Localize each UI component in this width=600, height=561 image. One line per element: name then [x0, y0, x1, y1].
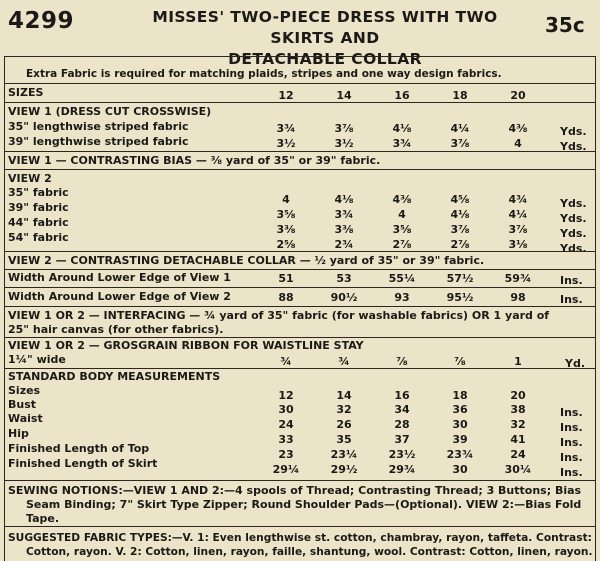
- view2-row-value: 3⅞: [508, 223, 528, 236]
- view2-row-value: 4: [282, 193, 290, 206]
- divider: [4, 269, 596, 270]
- view1-heading: VIEW 1 (DRESS CUT CROSSWISE): [8, 105, 212, 118]
- view2-row-value: 4⅛: [450, 208, 470, 221]
- width-value: 57½: [446, 272, 474, 285]
- sewing-notions-line-2: Seam Binding; 7" Skirt Type Zipper; Round Shoulder Pads—(Optional). VIEW 2:—Bias Fold: [26, 498, 582, 511]
- body-row-value: 37: [394, 433, 410, 446]
- view1-row-value: 3¾: [276, 122, 296, 135]
- interfacing-line-2: 25" hair canvas (for other fabrics).: [8, 323, 224, 336]
- view2-row-unit: Yds.: [560, 242, 587, 255]
- body-row-value: 26: [336, 418, 352, 431]
- body-measurements-heading: STANDARD BODY MEASUREMENTS: [8, 370, 221, 383]
- view2-row-value: 2⅞: [392, 238, 412, 251]
- body-row-value: 24: [278, 418, 294, 431]
- body-row-value: 14: [336, 389, 352, 402]
- view1-row-unit: Yds.: [560, 140, 587, 153]
- view1-row-value: 3⅞: [334, 122, 354, 135]
- body-row-value: 38: [510, 403, 526, 416]
- view1-row-value: 4¼: [450, 122, 470, 135]
- body-row-value: 35: [336, 433, 352, 446]
- view2-row-label: 39" fabric: [8, 201, 69, 214]
- body-row-value: 23: [278, 448, 294, 461]
- border-right: [595, 56, 596, 561]
- view2-row-value: 4⅝: [450, 193, 470, 206]
- body-row-value: 23¾: [446, 448, 474, 461]
- ribbon-width-label: 1¼" wide: [8, 353, 66, 366]
- ribbon-value: ⅞: [396, 355, 408, 368]
- body-row-value: 20: [510, 389, 526, 402]
- view1-row-value: 4⅛: [392, 122, 412, 135]
- divider: [4, 287, 596, 288]
- view1-row-label: 35" lengthwise striped fabric: [8, 120, 189, 133]
- view2-row-value: 2⅞: [450, 238, 470, 251]
- body-row-value: 39: [452, 433, 468, 446]
- view2-row-value: 2¾: [334, 238, 354, 251]
- view2-heading: VIEW 2: [8, 172, 52, 185]
- title-line-1: MISSES' TWO-PIECE DRESS WITH TWO SKIRTS AND: [152, 8, 498, 47]
- width-unit: Ins.: [560, 274, 583, 287]
- divider: [4, 306, 596, 307]
- body-row-value: 23½: [388, 448, 416, 461]
- body-row-value: 41: [510, 433, 526, 446]
- interfacing-line-1: VIEW 1 OR 2 — INTERFACING — ¾ yard of 35" fabric (for washable fabrics) OR 1 yard of: [8, 309, 550, 322]
- view1-row-value: 3⅞: [450, 137, 470, 150]
- header: [0, 0, 600, 68]
- width-value: 90½: [330, 291, 358, 304]
- width-label: Width Around Lower Edge of View 2: [8, 290, 231, 303]
- pattern-title: [118, 7, 532, 70]
- body-row-value: 30: [452, 418, 468, 431]
- width-value: 88: [278, 291, 294, 304]
- size-20: 20: [510, 89, 526, 102]
- view2-row-label: 44" fabric: [8, 216, 69, 229]
- extra-fabric-note: Extra Fabric is required for matching plaids, stripes and one way design fabrics.: [26, 68, 502, 80]
- ribbon-unit: Yd.: [565, 357, 586, 370]
- view2-row-value: 3⅜: [276, 223, 296, 236]
- divider: [4, 169, 596, 170]
- body-row-value: 32: [510, 418, 526, 431]
- body-row-value: 29¼: [272, 463, 300, 476]
- view2-row-value: 3⅝: [276, 208, 296, 221]
- body-row-value: 28: [394, 418, 410, 431]
- width-unit: Ins.: [560, 293, 583, 306]
- view2-row-unit: Yds.: [560, 212, 587, 225]
- title-line-2: DETACHABLE COLLAR: [228, 50, 422, 68]
- width-label: Width Around Lower Edge of View 1: [8, 271, 231, 284]
- body-row-value: 23¼: [330, 448, 358, 461]
- divider: [4, 526, 596, 527]
- width-value: 98: [510, 291, 526, 304]
- view2-row-unit: Yds.: [560, 227, 587, 240]
- view2-row-value: 3⅛: [508, 238, 528, 251]
- view1-row-value: 3½: [276, 137, 296, 150]
- view2-row-value: 3⅞: [450, 223, 470, 236]
- ribbon-heading: VIEW 1 OR 2 — GROSGRAIN RIBBON FOR WAISTLINE STAY: [8, 339, 364, 352]
- body-row-value: 29¾: [388, 463, 416, 476]
- view1-row-unit: Yds.: [560, 125, 587, 138]
- sizes-label: SIZES: [8, 86, 44, 99]
- divider: [4, 251, 596, 252]
- body-row-value: 30: [452, 463, 468, 476]
- ribbon-value: ⅞: [454, 355, 466, 368]
- view2-row-value: 4¼: [508, 208, 528, 221]
- view1-row-label: 39" lengthwise striped fabric: [8, 135, 189, 148]
- view1-row-value: 4: [514, 137, 522, 150]
- view2-detachable-collar: VIEW 2 — CONTRASTING DETACHABLE COLLAR — ½ yard of 35" or 39" fabric.: [8, 254, 485, 267]
- body-row-label: Bust: [8, 398, 37, 411]
- body-row-value: 33: [278, 433, 294, 446]
- ribbon-value: 1: [514, 355, 522, 368]
- size-14: 14: [336, 89, 352, 102]
- width-value: 51: [278, 272, 294, 285]
- view2-row-value: 4¾: [508, 193, 528, 206]
- view2-row-unit: Yds.: [560, 197, 587, 210]
- body-row-value: 16: [394, 389, 410, 402]
- body-row-label: Finished Length of Skirt: [8, 457, 158, 470]
- divider: [4, 368, 596, 369]
- body-row-label: Finished Length of Top: [8, 442, 150, 455]
- body-row-value: 30¼: [504, 463, 532, 476]
- view2-row-value: 4⅛: [334, 193, 354, 206]
- pattern-number: 4299: [8, 8, 75, 34]
- view2-row-label: 35" fabric: [8, 186, 69, 199]
- view2-row-label: 54" fabric: [8, 231, 69, 244]
- width-value: 95½: [446, 291, 474, 304]
- body-row-unit: Ins.: [560, 466, 583, 479]
- view1-row-value: 3½: [334, 137, 354, 150]
- fabric-types-line-1: SUGGESTED FABRIC TYPES:—V. 1: Even lengthwise st. cotton, chambray, rayon, taffeta. Contrast:: [8, 531, 592, 544]
- border-left: [4, 56, 5, 561]
- body-row-label: Hip: [8, 427, 29, 440]
- divider: [4, 56, 596, 57]
- view2-row-value: 3¾: [334, 208, 354, 221]
- sewing-notions-line-1: SEWING NOTIONS:—VIEW 1 AND 2:—4 spools of Thread; Contrasting Thread; 3 Buttons; Bias: [8, 484, 582, 497]
- body-row-value: 24: [510, 448, 526, 461]
- width-value: 93: [394, 291, 410, 304]
- view1-row-value: 4⅜: [508, 122, 528, 135]
- divider: [4, 480, 596, 481]
- view2-row-value: 4: [398, 208, 406, 221]
- size-16: 16: [394, 89, 410, 102]
- body-row-value: 34: [394, 403, 410, 416]
- fabric-types-line-2: Cotton, rayon. V. 2: Cotton, linen, rayon, faille, shantung, wool. Contrast: Cotton, linen, rayon.: [26, 545, 593, 558]
- ribbon-value: ¾: [338, 355, 350, 368]
- body-row-label: Sizes: [8, 384, 41, 397]
- body-row-unit: Ins.: [560, 406, 583, 419]
- body-row-value: 32: [336, 403, 352, 416]
- size-12: 12: [278, 89, 294, 102]
- view1-contrasting-bias: VIEW 1 — CONTRASTING BIAS — ⅜ yard of 35" or 39" fabric.: [8, 154, 381, 167]
- divider: [4, 337, 596, 338]
- size-18: 18: [452, 89, 468, 102]
- body-row-label: Waist: [8, 412, 43, 425]
- view2-row-value: 4⅜: [392, 193, 412, 206]
- divider: [4, 83, 596, 84]
- ribbon-value: ¾: [280, 355, 292, 368]
- divider: [4, 151, 596, 152]
- body-row-value: 18: [452, 389, 468, 402]
- body-row-unit: Ins.: [560, 436, 583, 449]
- width-value: 53: [336, 272, 352, 285]
- body-row-unit: Ins.: [560, 421, 583, 434]
- view2-row-value: 3⅝: [392, 223, 412, 236]
- view2-row-value: 2⅝: [276, 238, 296, 251]
- width-value: 55¼: [388, 272, 416, 285]
- price: 35c: [545, 13, 585, 37]
- view1-row-value: 3¾: [392, 137, 412, 150]
- divider: [4, 102, 596, 103]
- width-value: 59¾: [504, 272, 532, 285]
- sewing-notions-line-3: Tape.: [26, 512, 60, 525]
- body-row-unit: Ins.: [560, 451, 583, 464]
- body-row-value: 12: [278, 389, 294, 402]
- body-row-value: 36: [452, 403, 468, 416]
- body-row-value: 29½: [330, 463, 358, 476]
- body-row-value: 30: [278, 403, 294, 416]
- view2-row-value: 3⅜: [334, 223, 354, 236]
